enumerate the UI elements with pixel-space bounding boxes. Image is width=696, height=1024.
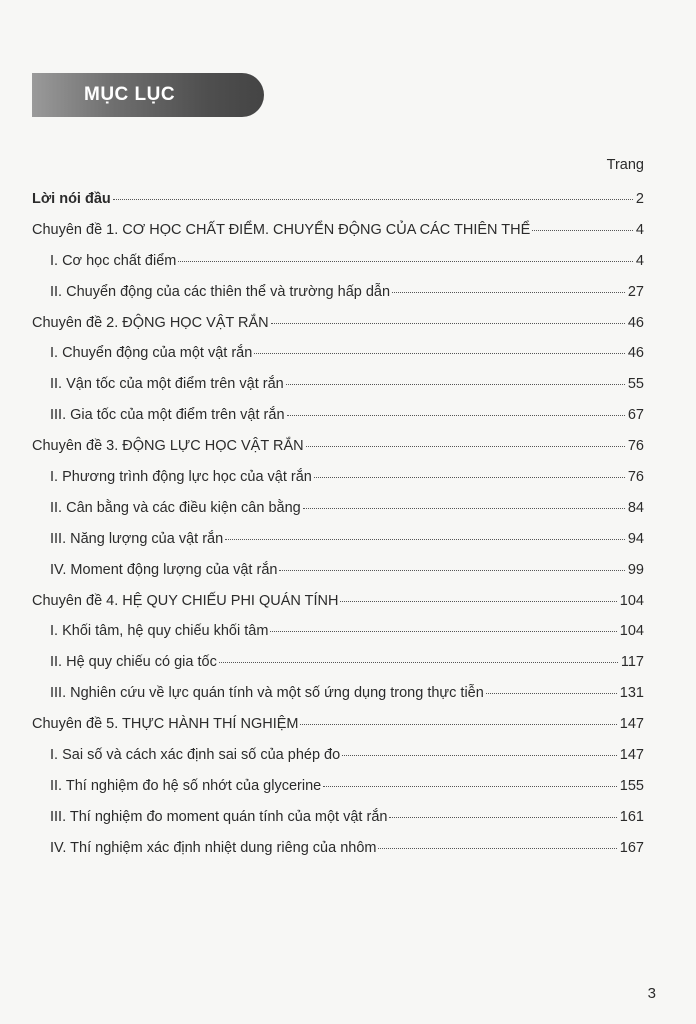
toc-entry xyxy=(32,618,644,649)
toc-entry-label: II. Vận tốc của một điểm trên vật rắn xyxy=(50,376,284,393)
toc-entry xyxy=(32,649,644,680)
dot-leader xyxy=(389,817,616,818)
toc-entry-label: Chuyên đề 4. HỆ QUY CHIẾU PHI QUÁN TÍNH xyxy=(32,592,339,609)
dot-leader xyxy=(378,848,616,849)
toc-entry-label: II. Cân bằng và các điều kiện cân bằng xyxy=(50,499,301,516)
toc-entry-page: 147 xyxy=(619,747,644,764)
toc-entry-page: 99 xyxy=(627,561,644,578)
dot-leader xyxy=(286,384,625,385)
toc-entry xyxy=(32,557,644,588)
dot-leader xyxy=(178,261,633,262)
toc-entry xyxy=(32,310,644,341)
toc-entry-page: 147 xyxy=(619,716,644,733)
toc-entry-page: 67 xyxy=(627,407,644,424)
toc-entry-label: III. Thí nghiệm đo moment quán tính của một vật rắn xyxy=(50,808,388,825)
dot-leader xyxy=(314,477,625,478)
toc-entry xyxy=(32,742,644,773)
toc-entry-page: 2 xyxy=(635,191,644,207)
toc-entry-label: I. Khối tâm, hệ quy chiếu khối tâm xyxy=(50,623,269,640)
table-of-contents xyxy=(32,186,644,866)
toc-entry xyxy=(32,526,644,557)
toc-entry-page: 104 xyxy=(619,623,644,640)
dot-leader xyxy=(271,323,625,324)
toc-entry-page: 155 xyxy=(619,777,644,794)
toc-entry-label: I. Chuyển động của một vật rắn xyxy=(50,345,253,362)
toc-entry-page: 4 xyxy=(635,221,644,238)
toc-entry-label: I. Cơ học chất điểm xyxy=(50,252,177,269)
toc-entry-label: Chuyên đề 3. ĐỘNG LỰC HỌC VẬT RẮN xyxy=(32,438,304,455)
dot-leader xyxy=(113,199,633,200)
toc-entry-page: 94 xyxy=(627,530,644,547)
toc-entry xyxy=(32,433,644,464)
toc-entry-label: IV. Moment động lượng của vật rắn xyxy=(50,561,278,578)
dot-leader xyxy=(306,446,625,447)
toc-entry-label: II. Hệ quy chiếu có gia tốc xyxy=(50,654,217,671)
dot-leader xyxy=(392,292,625,293)
dot-leader xyxy=(342,755,617,756)
toc-entry-page: 76 xyxy=(627,469,644,486)
toc-entry-page: 46 xyxy=(627,314,644,331)
dot-leader xyxy=(270,631,616,632)
dot-leader xyxy=(532,230,633,231)
toc-entry-label: Chuyên đề 5. THỰC HÀNH THÍ NGHIỆM xyxy=(32,716,299,733)
dot-leader xyxy=(219,662,618,663)
toc-entry-label: III. Nghiên cứu về lực quán tính và một số ứng dụng trong thực tiễn xyxy=(50,685,484,702)
toc-entry-page: 161 xyxy=(619,808,644,825)
toc-entry-page: 4 xyxy=(635,252,644,269)
dot-leader xyxy=(340,601,616,602)
toc-entry-page: 46 xyxy=(627,345,644,362)
toc-entry-page: 76 xyxy=(627,438,644,455)
toc-entry xyxy=(32,248,644,279)
dot-leader xyxy=(486,693,617,694)
toc-entry-label: II. Thí nghiệm đo hệ số nhớt của glycerine xyxy=(50,777,322,794)
toc-entry-label: I. Sai số và cách xác định sai số của phép đo xyxy=(50,747,341,764)
toc-entry xyxy=(32,340,644,371)
title-banner xyxy=(32,73,264,117)
toc-entry-label: I. Phương trình động lực học của vật rắn xyxy=(50,469,312,486)
page-title: MỤC LỤC xyxy=(84,84,176,105)
toc-entry-page: 117 xyxy=(620,654,644,671)
toc-entry-page: 104 xyxy=(619,592,644,609)
dot-leader xyxy=(279,570,624,571)
toc-entry-label: Chuyên đề 1. CƠ HỌC CHẤT ĐIỂM. CHUYỂN ĐỘNG CỦA CÁC THIÊN THỂ xyxy=(32,221,531,238)
dot-leader xyxy=(225,539,625,540)
toc-entry xyxy=(32,804,644,835)
toc-entry-page: 84 xyxy=(627,499,644,516)
toc-entry xyxy=(32,588,644,619)
toc-entry-label: Lời nói đầu xyxy=(32,191,111,207)
dot-leader xyxy=(303,508,625,509)
toc-entry xyxy=(32,495,644,526)
toc-entry-page: 27 xyxy=(627,283,644,300)
toc-entry-page: 167 xyxy=(619,839,644,856)
toc-entry xyxy=(32,835,644,866)
toc-entry xyxy=(32,186,644,217)
toc-entry xyxy=(32,402,644,433)
toc-entry xyxy=(32,711,644,742)
toc-entry-label: IV. Thí nghiệm xác định nhiệt dung riêng của nhôm xyxy=(50,839,377,856)
toc-entry-page: 131 xyxy=(619,685,644,702)
dot-leader xyxy=(300,724,616,725)
toc-entry-label: II. Chuyển động của các thiên thể và trường hấp dẫn xyxy=(50,283,391,300)
dot-leader xyxy=(287,415,625,416)
page-column-label: Trang xyxy=(606,157,644,173)
toc-entry-label: III. Gia tốc của một điểm trên vật rắn xyxy=(50,407,285,424)
toc-entry xyxy=(32,217,644,248)
toc-entry xyxy=(32,464,644,495)
dot-leader xyxy=(323,786,617,787)
toc-entry xyxy=(32,680,644,711)
dot-leader xyxy=(254,353,625,354)
toc-entry-label: III. Năng lượng của vật rắn xyxy=(50,530,224,547)
toc-entry-label: Chuyên đề 2. ĐỘNG HỌC VẬT RẮN xyxy=(32,314,269,331)
toc-entry xyxy=(32,371,644,402)
toc-entry xyxy=(32,279,644,310)
page-number: 3 xyxy=(647,985,656,1002)
toc-entry-page: 55 xyxy=(627,376,644,393)
toc-entry xyxy=(32,773,644,804)
